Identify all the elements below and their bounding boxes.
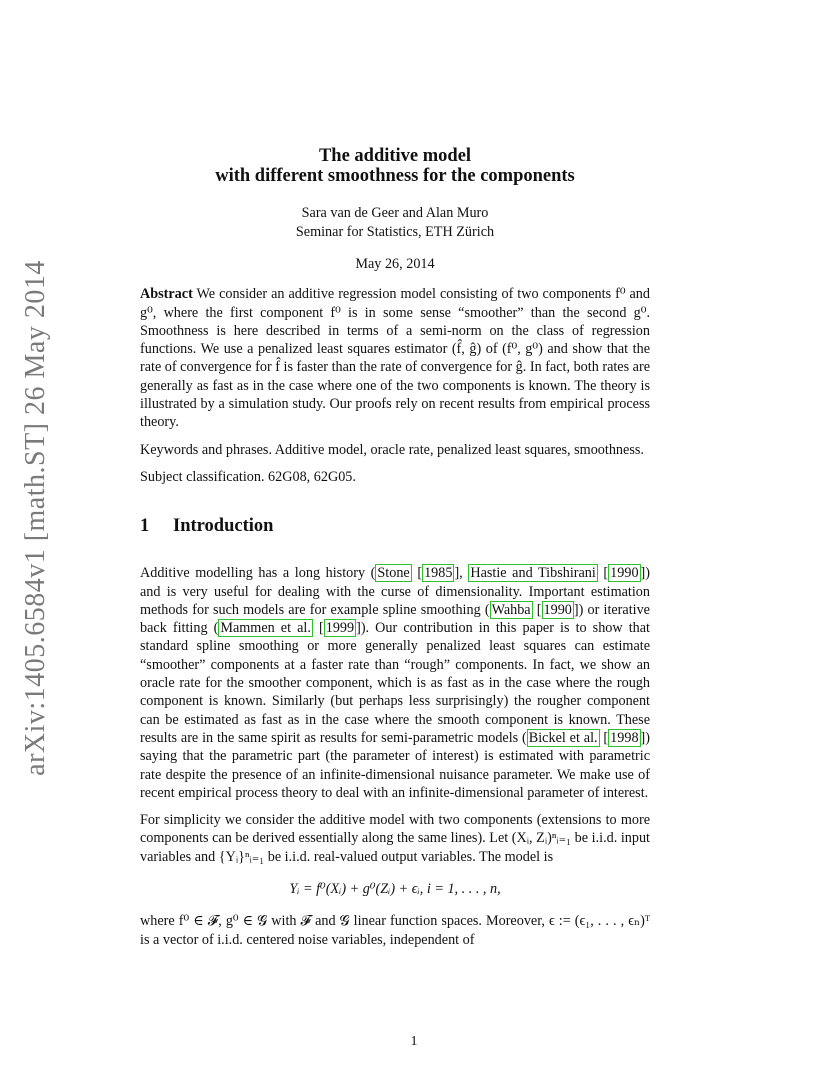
paper-title [140,146,650,186]
citation-link[interactable]: Mammen et al. [220,620,311,637]
text-run: ) and is very useful for dealing with the curse of dimensionality. Important estimation methods for such models are for example spline smoothing ( [140,565,651,618]
citation-link[interactable]: 1990 [543,601,572,618]
intro-paragraph-2: For simplicity we consider the additive model with two components (extensions to more components can be derived essentially along the same lines). Let (Xᵢ, Zᵢ)ⁿᵢ₌₁ be i.i.d. input variables and {Yᵢ}ⁿᵢ₌₁ be i.i.d. real-valued output variables. The model is [140,812,650,865]
paper-date: May 26, 2014 [355,256,435,272]
section-heading [140,516,650,536]
intro-paragraph-3: where f⁰ ∈ 𝓕, g⁰ ∈ 𝓖 with 𝓕 and 𝓖 linear function spaces. Moreover, ϵ := (ϵ₁, . . . , ϵₙ)ᵀ is a vector of i.i.d. centered noise variables, independent of [140,913,650,948]
keywords: Keywords and phrases. Additive model, oracle rate, penalized least squares, smoothness. [140,441,644,458]
abstract-text: We consider an additive regression model consisting of two components f⁰ and g⁰, where the first component f⁰ is in some sense “smoother” than the second g⁰. Smoothness is here described in terms of a semi-norm on the class of regression functions. We use a penalized least squares estimator (f̂, ĝ) of (f⁰, g⁰) and show that the rate of convergence for f̂ is faster than the rate of convergence for ĝ. In fact, both rates are generally as fast as in the case where one of the two components is known. The theory is illustrated by a simulation study. Our proofs rely on recent results from empirical process theory. [140,286,650,431]
section-number: 1 [140,516,150,537]
abstract [140,285,650,431]
abstract-label: Abstract [140,286,193,303]
text-run: Additive modelling has a long history ( [140,565,376,582]
text-run: ) saying that the parametric part (the parameter of interest) is estimated with parametric rate despite the presence of an infinite-dimensional nuisance parameter. We make use of recent empirical process theory to deal with an infinite-dimensional parameter of interest. [140,729,650,801]
paper-page [140,146,650,949]
citation-link[interactable]: 1990 [610,565,639,582]
authors: Sara van de Geer and Alan Muro [301,205,489,221]
subject-classification: Subject classification. 62G08, 62G05. [140,468,356,485]
citation-link[interactable]: 1998 [610,729,639,746]
author-block [140,204,650,241]
citation-link[interactable]: Stone [377,565,410,582]
section-title: Introduction [173,516,274,537]
text-run: ) or iterative back fitting ( [140,601,650,637]
citation-link[interactable]: Wahba [491,601,531,618]
intro-paragraph-1: Additive modelling has a long history ( Stone [ 1985 ], Hastie and Tibshirani [ 1990 ]) and is very useful for dealing with the curse of dimensionality. Important estimation methods for such models are for example spline smoothing ( Wahba [ 1990 ]) or iterative back fitting ( Mammen et al. [ 1999 ]). Our contribution in this paper is to show that standard spline smoothing or more generally penalized least squares can estimate “smoother” components at a faster rate than “rough” components. In fact, we show an oracle rate for the smoother component, which is as fast as in the case where the rough component is known. Similarly (but perhaps less surprisingly) the rougher component can be estimated as fast as in the case where the smooth component is known. These results are in the same spirit as results for semi-parametric models ( Bickel et al. [ 1998 ]) saying that the parametric part (the parameter of interest) is estimated with parametric rate despite the presence of an infinite-dimensional nuisance parameter. We make use of recent empirical process theory to deal with an infinite-dimensional parameter of interest. [140,565,651,801]
text-run: ). Our contribution in this paper is to show that standard spline smoothing or more generally penalized least squares can estimate “smoother” components at a faster rate than “rough” components. In fact, we show an oracle rate for the smoother component, which is as fast as in the case where the rough component is known. Similarly (but perhaps less surprisingly) the rougher component can be estimated as fast as in the case where the smooth component is known. These results are in the same spirit as results for semi-parametric models ( [140,620,650,746]
model-equation: Yᵢ = f⁰(Xᵢ) + g⁰(Zᵢ) + ϵᵢ, i = 1, . . . , n, [289,881,501,898]
citation-link[interactable]: Hastie and Tibshirani [470,565,596,582]
affiliation: Seminar for Statistics, ETH Zürich [295,223,495,240]
citation-link[interactable]: 1999 [325,620,355,637]
citation-link[interactable]: 1985 [424,565,453,582]
arxiv-identifier: arXiv:1405.6584v1 [math.ST] 26 May 2014 [20,260,52,776]
title-line-1: The additive model [318,146,472,166]
title-line-2: with different smoothness for the components [215,166,575,186]
page-number: 1 [410,1034,418,1049]
text-run: , [459,565,469,582]
arxiv-sidebar [14,260,58,776]
citation-link[interactable]: Bickel et al. [528,729,598,746]
